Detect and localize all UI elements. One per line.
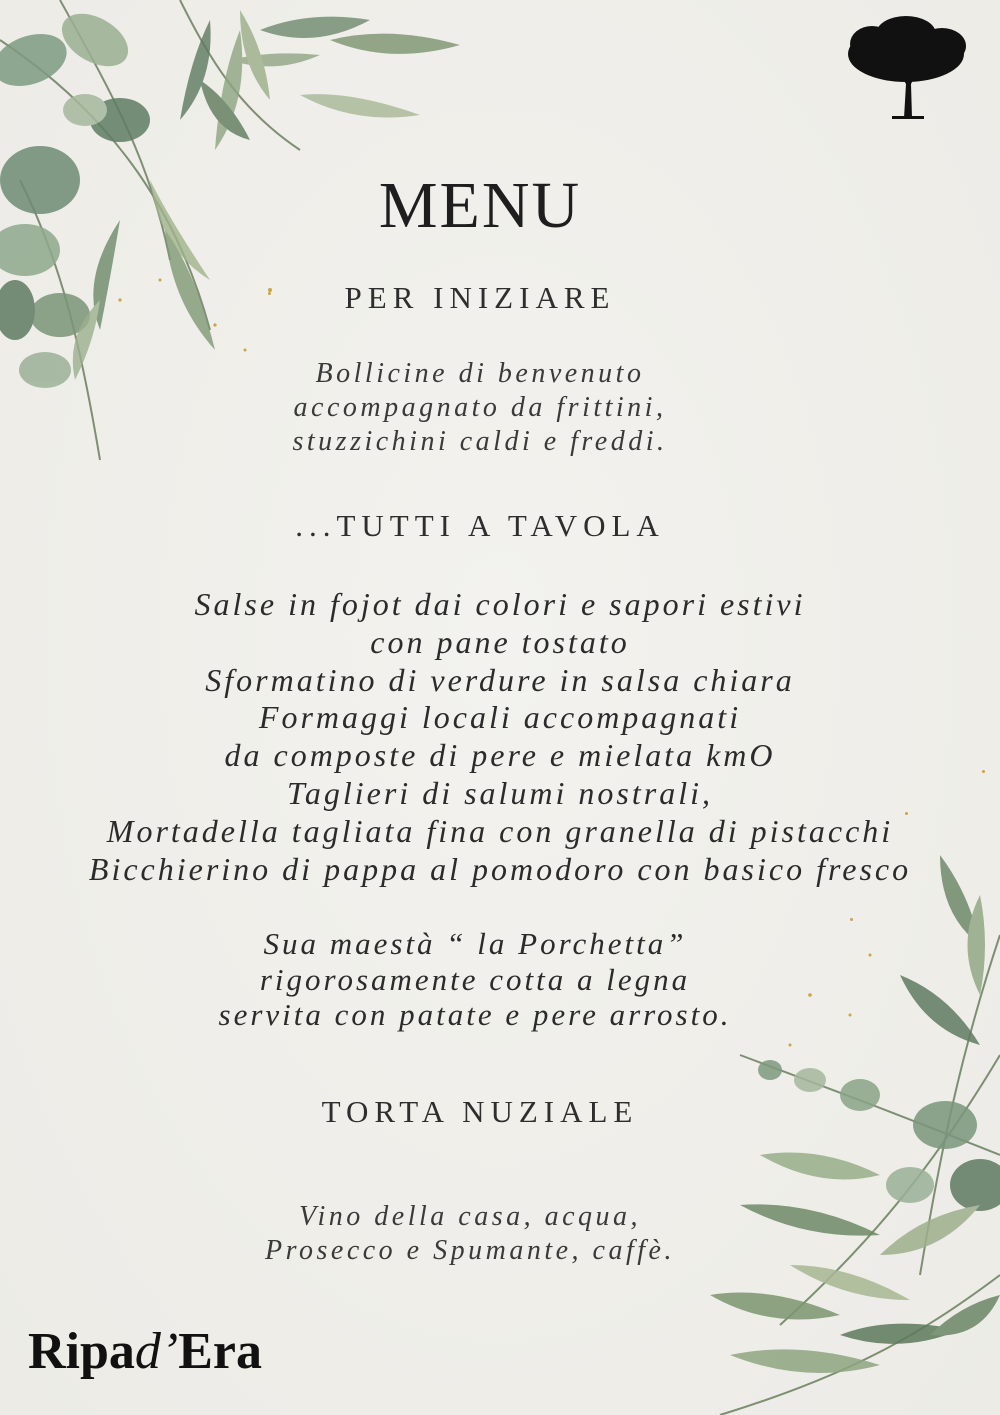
brand-part: Ripa bbox=[28, 1323, 135, 1380]
menu-line: Formaggi locali accompagnati bbox=[258, 699, 742, 736]
menu-line: Salse in fojot dai colori e sapori estivi bbox=[194, 586, 806, 622]
tree-logo-icon bbox=[842, 14, 972, 124]
section-heading-main: ...TUTTI A TAVOLA bbox=[295, 508, 665, 543]
menu-line: stuzzichini caldi e freddi. bbox=[292, 426, 668, 457]
start-items bbox=[0, 357, 980, 459]
menu-line: Sua maestà “ la Porchetta” bbox=[263, 926, 687, 961]
menu-line: accompagnato da frittini, bbox=[293, 392, 667, 423]
porchetta-items bbox=[0, 926, 975, 1033]
menu-line: rigorosamente cotta a legna bbox=[259, 961, 691, 997]
brand-part: d’ bbox=[134, 1323, 179, 1380]
menu-line: Mortadella tagliata fina con granella di pistacchi bbox=[106, 812, 894, 849]
menu-title: MENU bbox=[378, 169, 582, 242]
menu-line: servita con patate e pere arrosto. bbox=[218, 997, 732, 1032]
menu-line: Prosecco e Spumante, caffè. bbox=[265, 1235, 675, 1266]
menu-line: da composte di pere e mielata kmO bbox=[224, 737, 776, 774]
menu-line: con pane tostato bbox=[370, 623, 630, 660]
brand-logo bbox=[28, 1322, 262, 1381]
gold-speck bbox=[850, 918, 853, 921]
main-items bbox=[0, 586, 1000, 888]
drinks-items bbox=[0, 1200, 970, 1268]
menu-line: Sformatino di verdure in salsa chiara bbox=[205, 661, 795, 698]
menu-line: Taglieri di salumi nostrali, bbox=[287, 774, 713, 811]
menu-line: Bollicine di benvenuto bbox=[315, 358, 645, 389]
section-heading-start: PER INIZIARE bbox=[344, 280, 616, 315]
menu-line: Vino della casa, acqua, bbox=[298, 1201, 642, 1232]
section-heading-cake: TORTA NUZIALE bbox=[321, 1094, 639, 1129]
brand-part: Era bbox=[178, 1323, 263, 1380]
menu-line: Bicchierino di pappa al pomodoro con basico fresco bbox=[88, 850, 912, 887]
